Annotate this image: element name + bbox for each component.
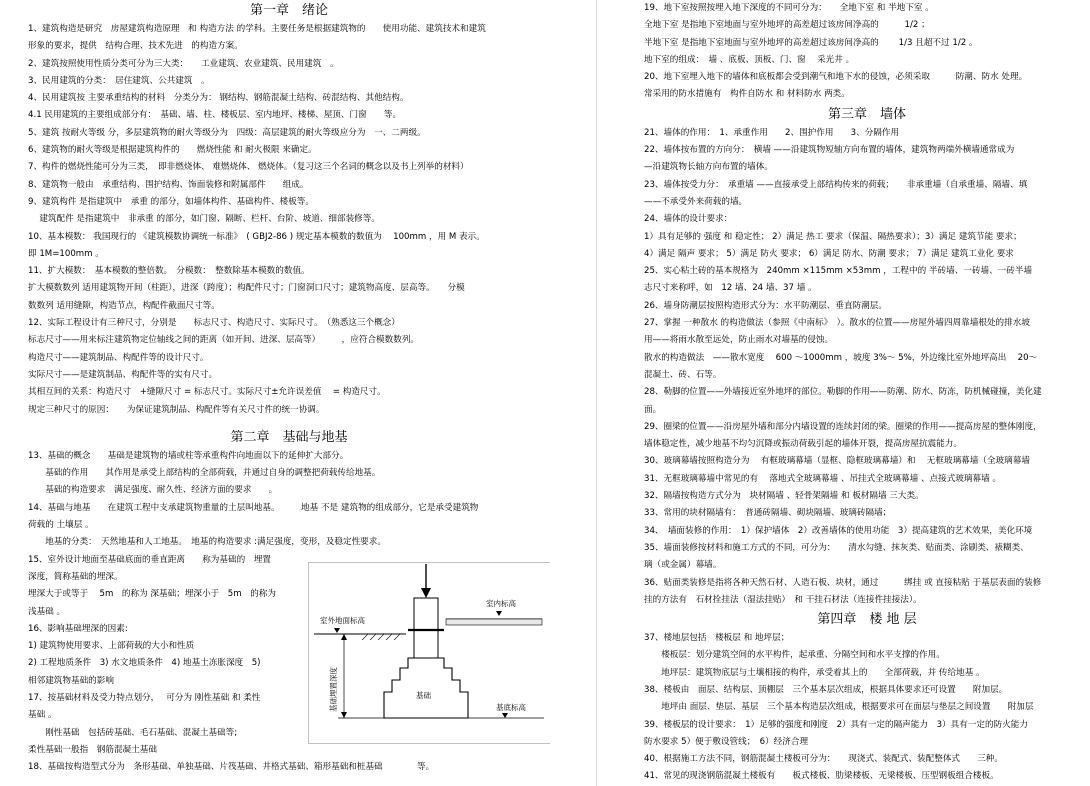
text-line: 深度，简称基础的埋深。 (28, 571, 123, 582)
text-line: 基础的构造要求 满足强度、耐久性、经济方面的要求 。 (28, 485, 278, 496)
text-line: 33、常用的块材隔墙有： 普通砖隔墙、砌块隔墙、玻璃砖隔墙； (644, 508, 892, 519)
text-line: 用——将雨水散至远处，防止雨水对墙基的侵蚀。 (644, 335, 834, 346)
text-line: 楼板层：划分建筑空间的水平构件，起承重、分隔空间和水平支撑的作用。 (644, 650, 945, 661)
text-line: 35、墙面装修按材料和施工方式的不同，可分为： 清水勾缝、抹灰类、贴面类、涂刷类、裱糊类、 (644, 542, 1029, 553)
text-line: 7、构件的燃烧性能可分为三类， 即非燃烧体、 难燃烧体、 燃烧体。（复习这三个名词的概念以及书上列举的材料） (28, 162, 469, 173)
text-line: 地基的分类： 天然地基和人工地基。 地基的构造要求 :满足强度，变形，及稳定性要求。 (28, 537, 386, 548)
text-line: 14、基础与地基 在建筑工程中支承建筑物重量的土层叫地基。 地基 不是 建筑物的组成部分，它是承受建筑物 (28, 502, 479, 513)
text-line: 16、影响基础埋深的因素: (28, 623, 128, 634)
text-line: 4）满足 隔声 要求； 5）满足 防火 要求； 6）满足 防水、防潮 要求； 7）满足 建筑工业化 要求 (644, 248, 1014, 259)
text-line: 6、建筑物的耐火等级是根据建筑构件的 燃烧性能 和 耐火极限 来确定。 (28, 145, 317, 156)
chapter-2-title: 第二章 基础与地基 (230, 429, 348, 445)
outdoor-level-marker (334, 628, 340, 633)
text-line: 建筑配件 是指建筑中 非承重 的部分，如门窗、隔断、栏杆、台阶、坡道、细部装修等。 (28, 214, 380, 225)
text-line: 37、楼地层包括 楼板层 和 地坪层； (644, 633, 790, 644)
text-line: 2、建筑按照使用性质分类可分为三大类： 工业建筑、农业建筑、民用建筑 。 (28, 58, 339, 69)
text-line: 数数列 适用缝隙，构造节点，构配件截面尺寸等。 (28, 300, 220, 311)
foundation-depth-diagram (308, 562, 550, 744)
wall-section (414, 598, 438, 658)
text-line: 形象的要求，提供 结构合理、技术先进 的构造方案。 (28, 41, 243, 52)
text-line: 3、民用建筑的分类： 居住建筑、公共建筑 。 (28, 75, 210, 86)
depth-label: 基础埋置深度 (329, 667, 338, 712)
text-line: 1）具有足够的 强度 和 稳定性； 2）满足 热工 要求（保温、隔热要求）；3）满足 建筑节能 要求； (644, 231, 1022, 242)
text-line: 27、掌握 一种散水 的构造做法（参照《中南标》 ）。散水的位置——房屋外墙四周靠墙根处的排水坡 (644, 318, 1030, 329)
chapter-3-lines (644, 125, 1090, 609)
foundation-diagram-svg (308, 562, 550, 744)
text-line: 混凝土、砖、石等。 (644, 369, 722, 380)
text-line: 15、室外设计地面至基础底面的垂直距离 称为基础的 埋置 (28, 554, 271, 565)
text-line: 34、 墙面装修的作用： 1）保护墙体 2）改善墙体的使用功能 3）提高建筑的艺术效果，美化环境 (644, 525, 1033, 536)
text-line: 5、建筑 按耐火等级 分，多层建筑物的耐火等级分为 四级：高层建筑的耐火等级应分为 一、二两级。 (28, 127, 426, 138)
text-line: 41、常见的现浇钢筋混凝土楼板有 板式楼板、肋梁楼板、无梁楼板、压型钢板组合楼板。 (644, 771, 999, 782)
text-line: 相邻建筑物基础的影响 (28, 675, 114, 686)
text-line: 30、玻璃幕墙按照构造分为 有框玻璃幕墙（显框、隐框玻璃幕墙）和 无框玻璃幕墙（全玻璃幕墙 (644, 456, 1030, 467)
text-line: 荷载的 土壤层 。 (28, 520, 94, 531)
text-line: 埋深大于或等于 5m 的称为 深基础；埋深小于 5m 的称为 (28, 589, 276, 600)
text-line: 24、墙体的设计要求： (644, 214, 733, 225)
text-line: 19、地下室按照按埋入地下深度的不同可分为： 全地下室 和 半地下室 。 (644, 3, 934, 13)
section-19-20-lines (644, 0, 1090, 104)
text-line: 全地下室 是指地下室地面与室外地坪的高差超过该房间净高的 1/2 ； (644, 20, 930, 31)
right-page (644, 0, 1090, 786)
stepped-footing (384, 658, 468, 718)
base-level-marker (502, 713, 508, 718)
chapter-3-title: 第三章 墙体 (827, 106, 906, 122)
text-line: ——不承受外来荷载的墙。 (644, 196, 748, 207)
text-line: 实际尺寸——是建筑制品、构配件等的实有尺寸。 (28, 369, 218, 380)
text-line: 22、墙体按布置的方向分： 横墙 ——沿建筑物短轴方向布置的墙体，建筑物两端外横墙通常成为 (644, 145, 1015, 156)
text-line: 散水的构造做法 ——散水宽度 600 ～1000mm ，坡度 3%～ 5%，外边缘比室外地坪高出 20～ (644, 352, 1038, 363)
indoor-level-marker (496, 611, 502, 616)
text-line: 即 1M=100mm 。 (28, 248, 104, 259)
text-line: 标志尺寸——用来标注建筑物定位轴线之间的距离（如开间、进深、层高等） ，应符合模数数列。 (28, 335, 420, 346)
outdoor-level-label: 室外地面标高 (320, 616, 365, 625)
text-line: 26、墙身防潮层按照构造形式分为：水平防潮层、垂直防潮层。 (644, 300, 887, 311)
text-line: 39、楼板层的设计要求： 1）足够的强度和刚度 2）具有一定的隔声能力 3）具有一定的防火能力 (644, 719, 1028, 730)
text-line: 4、民用建筑按 主要承重结构的材料 分类分为： 钢结构、钢筋混凝土结构、砖混结构、其他结构。 (28, 93, 409, 104)
text-line: 2) 工程地质条件 3) 水文地质条件 4) 地基土冻胀深度 5) (28, 658, 261, 669)
text-line: 其相互间的关系：构造尺寸 +缝隙尺寸 = 标志尺寸。实际尺寸±允许误差值 = 构造尺寸。 (28, 387, 386, 398)
page-gutter (596, 0, 597, 786)
text-line: 刚性基础 包括砖基础、毛石基础、混凝土基础等; (28, 727, 238, 738)
text-line: 地坪层：建筑物底层与土壤相接的构件，承受着其上的 全部荷载，并 传给地基 。 (644, 667, 985, 678)
text-line: 常采用的防水措施有 构件自防水 和 材料防水 两类。 (644, 89, 850, 100)
text-line: 挂的方法有 石材拴挂法（湿法挂贴） 和 干挂石材法（连接件挂接法）。 (644, 594, 922, 605)
chapter-1-title: 第一章 绪论 (249, 3, 328, 18)
text-line: 1) 建筑物使用要求、上部荷载的大小和性质 (28, 641, 195, 652)
indoor-level-label: 室内标高 (486, 599, 516, 608)
text-line: 地下室的组成： 墙 、底板、顶板、门、窗 采光井 。 (644, 54, 855, 65)
text-line: 10、基本模数： 我国现行的 《建筑模数协调统一标准》 ( GBJ2-86 ) 规定基本模数的数值为 100mm ，用 M 表示。 (28, 231, 485, 242)
text-line: 20、地下室埋入地下的墙体和底板都会受到潮气和地下水的侵蚀，必须采取 防潮、防水 处理。 (644, 72, 1028, 83)
left-page (28, 0, 550, 786)
text-line: 28、勒脚的位置——外墙接近室外地坪的部位。勒脚的作用——防潮、防水、防冻，防机械碰撞，美化建 (644, 387, 1042, 398)
text-line: 9、建筑构件 是指建筑中 承重 的部分，如墙体构件、基础构件、楼板等。 (28, 196, 314, 207)
text-line: 29、圈梁的位置——沿房屋外墙和部分内墙设置的连续封闭的梁。圈梁的作用——提高房屋的整体刚度， (644, 421, 1042, 432)
text-line: 基础 。 (28, 710, 57, 721)
text-line: 柔性基础一般指 钢筋混凝土基础 (28, 744, 157, 755)
text-line: 36、贴面类装修是指将各种天然石材、人造石板、块材，通过 绑挂 或 直接粘贴 于基层表面的装修 (644, 577, 1042, 588)
text-line: 18、基础按构造型式分为 条形基础、单独基础、片筏基础、井格式基础、箱形基础和桩基础 等。 (28, 762, 435, 773)
text-line: 地坪由 面层、垫层、基层 三个基本构造层次组成，根据要求可在面层与垫层之间设置 附加层 (644, 702, 1034, 713)
foundation-label: 基础 (416, 691, 431, 700)
text-line: 12、实际工程设计有三种尺寸，分别是 标志尺寸、构造尺寸、实际尺寸。 （熟悉这三个概念） (28, 318, 400, 329)
text-line: 防水要求 5）便于敷设管线； 6）经济合理 (644, 736, 809, 747)
text-line: 32、隔墙按构造方式分为 块材隔墙 、轻骨架隔墙 和 板材隔墙 三大类。 (644, 491, 924, 502)
text-line: 38、楼板由 面层、结构层、顶棚层 三个基本层次组成，根据具体要求还可设置 附加层。 (644, 684, 1008, 695)
base-level-label: 基底标高 (496, 703, 526, 712)
text-line: 基础的作用 其作用是承受上部结构的全部荷载，并通过自身的调整把荷载传给地基。 (28, 468, 381, 479)
text-line: 25、实心粘土砖的基本规格为 240mm ×115mm ×53mm ，工程中的 半砖墙、一砖墙、一砖半墙 (644, 266, 1033, 277)
chapter-4-lines (644, 630, 1090, 786)
text-line: 志尺寸来称呼，如 12 墙、24 墙、37 墙 。 (644, 283, 817, 294)
text-line: 扩大模数数列 适用建筑物开间（柱距），进深（跨度）；构配件尺寸；门窗洞口尺寸；建筑物高度、层高等。 分模 (28, 283, 465, 294)
text-line: 40、根据施工方法不同，钢筋混凝土楼板可分为： 现浇式、装配式、装配整体式 三种。 (644, 754, 1003, 765)
text-line: 8、建筑物一般由 承重结构、围护结构、饰面装修和附属部件 组成。 (28, 179, 309, 190)
text-line: 1、建筑构造是研究 房屋建筑构造原理 和 构造方法 的学科。主要任务是根据建筑物的 使用功能、建筑技术和建筑 (28, 24, 486, 34)
text-line: 31、无框玻璃幕墙中常见的有 落地式全玻璃幕墙 、吊挂式全玻璃幕墙 、点接式玻璃幕墙 。 (644, 473, 1002, 484)
text-line: —沿建筑物长轴方向布置的墙体。 (644, 162, 773, 173)
chapter-1-lines (28, 21, 550, 419)
text-line: 规定三种尺寸的原因： 为保证建筑制品、构配件等有关尺寸件的统一协调。 (28, 404, 325, 415)
text-line: 面。 (644, 404, 662, 415)
text-line: 13、基础的概念 基础是建筑物的墙或柱等承重构件向地面以下的延伸扩大部分。 (28, 450, 349, 461)
text-line: 墙体稳定性，减少地基不均匀沉降或振动荷载引起的墙体开裂，提高房屋抗震能力。 (644, 439, 962, 450)
text-line: 璃（或金属）幕墙。 (644, 560, 722, 571)
text-line: 半地下室 是指地下室地面与室外地坪的高差超过该房间净高的 1/3 且超不过 1/2 。 (644, 37, 978, 48)
text-line: 11、扩大模数： 基本模数的整倍数。 分模数： 整数除基本模数的数值。 (28, 266, 310, 277)
text-line: 4.1 民用建筑的主要组成部分有： 基础、墙、柱、楼板层、室内地坪、楼梯、屋顶、门窗 等。 (28, 110, 402, 121)
text-line: 23、墙体按受力分： 承重墙 ——直接承受上部结构传来的荷载； 非承重墙（自承重墙、隔墙、填 (644, 179, 1028, 190)
text-line: 17、按基础材料及受力特点划分， 可分为 刚性基础 和 柔性 (28, 692, 261, 703)
chapter-4-title: 第四章 楼 地 层 (817, 612, 917, 628)
text-line: 浅基础 。 (28, 606, 66, 617)
text-line: 构造尺寸——建筑制品、构配件等的设计尺寸。 (28, 352, 209, 363)
text-line: 21、墙体的作用： 1、承重作用 2、围护作用 3、分隔作用 (644, 127, 900, 138)
